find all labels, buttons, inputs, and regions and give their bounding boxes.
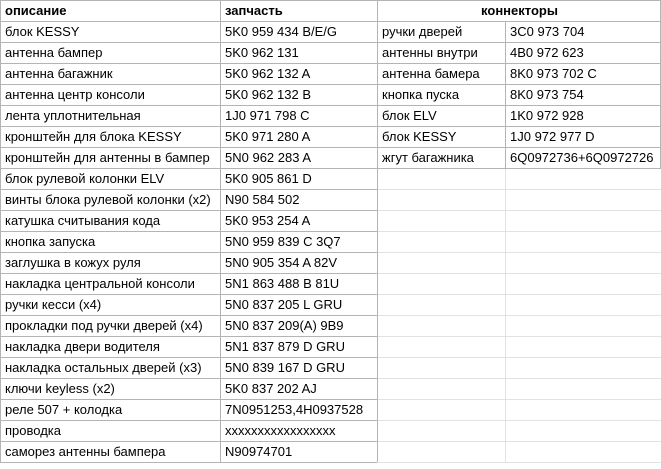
- connector-part-cell[interactable]: 8K0 973 702 C: [510, 66, 597, 81]
- connector-name-cell[interactable]: ручки дверей: [382, 24, 463, 39]
- grid-line-horizontal: [377, 357, 661, 358]
- header-description[interactable]: описание: [5, 3, 67, 18]
- row-part-cell[interactable]: 5N0 839 167 D GRU: [225, 360, 345, 375]
- row-description-cell[interactable]: антенна бампер: [5, 45, 103, 60]
- connector-name-cell[interactable]: жгут багажника: [382, 150, 474, 165]
- grid-line-horizontal: [377, 315, 661, 316]
- header-connectors[interactable]: коннекторы: [481, 3, 558, 18]
- row-part-cell[interactable]: 5N1 837 879 D GRU: [225, 339, 345, 354]
- connector-name-cell[interactable]: кнопка пуска: [382, 87, 460, 102]
- row-description-cell[interactable]: катушка считывания кода: [5, 213, 161, 228]
- grid-line-horizontal: [377, 294, 661, 295]
- connector-part-cell[interactable]: 6Q0972736+6Q0972726: [510, 150, 654, 165]
- header-part[interactable]: запчасть: [225, 3, 283, 18]
- connector-name-cell[interactable]: антенна бамера: [382, 66, 480, 81]
- row-description-cell[interactable]: накладка центральной консоли: [5, 276, 195, 291]
- grid-line-horizontal: [377, 210, 661, 211]
- row-description-cell[interactable]: лента уплотнительная: [5, 108, 141, 123]
- grid-line-horizontal: [377, 378, 661, 379]
- row-part-cell[interactable]: 7N0951253,4H0937528: [225, 402, 364, 417]
- row-part-cell[interactable]: N90 584 502: [225, 192, 300, 207]
- connector-part-cell[interactable]: 1K0 972 928: [510, 108, 584, 123]
- connector-part-cell[interactable]: 8K0 973 754: [510, 87, 584, 102]
- row-description-cell[interactable]: накладка двери водителя: [5, 339, 160, 354]
- row-part-cell[interactable]: 5N0 837 209(A) 9B9: [225, 318, 344, 333]
- row-description-cell[interactable]: саморез антенны бампера: [5, 444, 166, 459]
- row-description-cell[interactable]: кронштейн для блока KESSY: [5, 129, 182, 144]
- row-part-cell[interactable]: 5K0 837 202 AJ: [225, 381, 317, 396]
- row-part-cell[interactable]: 5K0 971 280 A: [225, 129, 311, 144]
- grid-line-horizontal: [377, 420, 661, 421]
- row-part-cell[interactable]: 5N0 959 839 C 3Q7: [225, 234, 341, 249]
- grid-line-horizontal: [377, 231, 661, 232]
- row-description-cell[interactable]: реле 507 + колодка: [5, 402, 123, 417]
- row-description-cell[interactable]: накладка остальных дверей (x3): [5, 360, 202, 375]
- row-description-cell[interactable]: блок рулевой колонки ELV: [5, 171, 165, 186]
- row-description-cell[interactable]: кронштейн для антенны в бампер: [5, 150, 210, 165]
- grid-line-horizontal: [377, 252, 661, 253]
- connector-part-cell[interactable]: 3C0 973 704: [510, 24, 585, 39]
- grid-line-horizontal: [377, 189, 661, 190]
- row-description-cell[interactable]: заглушка в кожух руля: [5, 255, 141, 270]
- connector-part-cell[interactable]: 1J0 972 977 D: [510, 129, 595, 144]
- grid-line-horizontal: [377, 462, 661, 463]
- row-description-cell[interactable]: проводка: [5, 423, 61, 438]
- row-part-cell[interactable]: 5K0 953 254 A: [225, 213, 311, 228]
- row-part-cell[interactable]: 5K0 962 132 A: [225, 66, 311, 81]
- row-part-cell[interactable]: 5N1 863 488 B 81U: [225, 276, 340, 291]
- grid-line-horizontal: [377, 399, 661, 400]
- connector-name-cell[interactable]: блок KESSY: [382, 129, 457, 144]
- row-part-cell[interactable]: 5K0 959 434 B/E/G: [225, 24, 338, 39]
- connector-name-cell[interactable]: антенны внутри: [382, 45, 478, 60]
- row-description-cell[interactable]: ручки кесси (x4): [5, 297, 102, 312]
- row-description-cell[interactable]: ключи keyless (x2): [5, 381, 115, 396]
- row-part-cell[interactable]: 1J0 971 798 C: [225, 108, 310, 123]
- row-description-cell[interactable]: антенна центр консоли: [5, 87, 145, 102]
- grid-line-horizontal: [377, 273, 661, 274]
- connector-name-cell[interactable]: блок ELV: [382, 108, 437, 123]
- row-part-cell[interactable]: N90974701: [225, 444, 293, 459]
- grid-line-vertical: [505, 168, 506, 462]
- row-part-cell[interactable]: 5N0 962 283 A: [225, 150, 312, 165]
- row-part-cell[interactable]: 5K0 962 131: [225, 45, 299, 60]
- row-part-cell[interactable]: xxxxxxxxxxxxxxxxx: [225, 423, 336, 438]
- grid-line-horizontal: [377, 441, 661, 442]
- row-description-cell[interactable]: антенна багажник: [5, 66, 113, 81]
- row-description-cell[interactable]: кнопка запуска: [5, 234, 96, 249]
- row-part-cell[interactable]: 5K0 962 132 B: [225, 87, 312, 102]
- row-part-cell[interactable]: 5N0 837 205 L GRU: [225, 297, 343, 312]
- row-part-cell[interactable]: 5N0 905 354 A 82V: [225, 255, 338, 270]
- grid-line-horizontal: [377, 336, 661, 337]
- connector-part-cell[interactable]: 4B0 972 623: [510, 45, 584, 60]
- row-description-cell[interactable]: прокладки под ручки дверей (x4): [5, 318, 203, 333]
- row-description-cell[interactable]: блок KESSY: [5, 24, 80, 39]
- row-part-cell[interactable]: 5K0 905 861 D: [225, 171, 312, 186]
- row-description-cell[interactable]: винты блока рулевой колонки (x2): [5, 192, 211, 207]
